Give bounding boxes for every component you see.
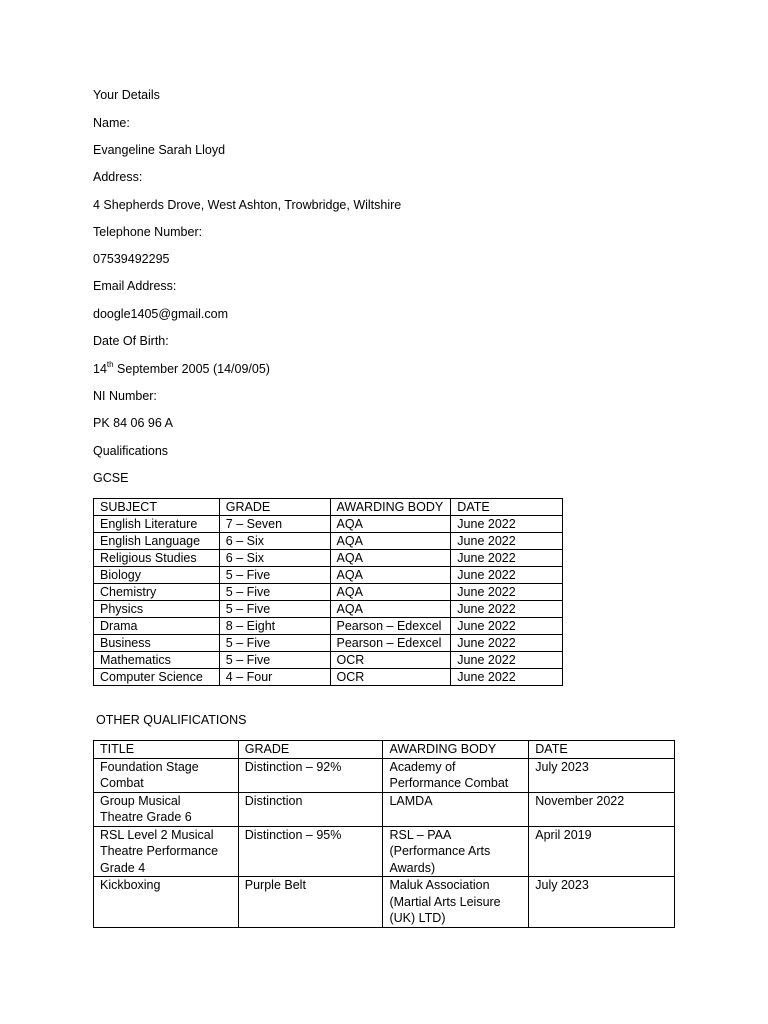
other-qualification-row [94, 758, 675, 792]
gcse-cell: Mathematics [94, 652, 220, 669]
other-qualification-row [94, 826, 675, 877]
gcse-cell: June 2022 [451, 550, 563, 567]
gcse-cell: Business [94, 635, 220, 652]
gcse-table [93, 498, 563, 686]
gcse-header-cell: SUBJECT [94, 499, 220, 516]
email-value: doogle1405@gmail.com [93, 307, 228, 321]
name-label: Name: [93, 116, 130, 130]
other-qualification-header-row [94, 741, 675, 759]
other-qualification-cell: Academy of Performance Combat [383, 758, 529, 792]
dob-suffix: th [106, 359, 114, 369]
gcse-cell: AQA [330, 516, 451, 533]
your-details-heading: Your Details [93, 88, 160, 102]
other-qualification-cell: Maluk Association (Martial Arts Leisure (UK) LTD) [383, 877, 529, 928]
gcse-cell: Computer Science [94, 669, 220, 686]
gcse-cell: 6 – Six [219, 550, 330, 567]
dob-label: Date Of Birth: [93, 334, 169, 348]
gcse-heading: GCSE [93, 471, 129, 485]
dob-value [93, 359, 270, 377]
other-qualification-cell: April 2019 [529, 826, 675, 877]
gcse-row [94, 584, 563, 601]
gcse-row [94, 567, 563, 584]
gcse-cell: 8 – Eight [219, 618, 330, 635]
other-qualification-row [94, 877, 675, 928]
other-qualification-cell: July 2023 [529, 877, 675, 928]
gcse-header-cell: DATE [451, 499, 563, 516]
gcse-row [94, 652, 563, 669]
gcse-cell: Chemistry [94, 584, 220, 601]
gcse-cell: June 2022 [451, 601, 563, 618]
address-value: 4 Shepherds Drove, West Ashton, Trowbridge, Wiltshire [93, 198, 402, 212]
gcse-cell: June 2022 [451, 584, 563, 601]
gcse-header-row [94, 499, 563, 516]
gcse-cell: 6 – Six [219, 533, 330, 550]
other-qualification-header-cell: DATE [529, 741, 675, 759]
gcse-cell: AQA [330, 550, 451, 567]
gcse-row [94, 618, 563, 635]
ni-value: PK 84 06 96 A [93, 416, 173, 430]
gcse-cell: June 2022 [451, 669, 563, 686]
gcse-cell: June 2022 [451, 533, 563, 550]
other-qualification-cell: July 2023 [529, 758, 675, 792]
ni-label: NI Number: [93, 389, 157, 403]
gcse-row [94, 601, 563, 618]
gcse-cell: Religious Studies [94, 550, 220, 567]
other-qualification-cell: LAMDA [383, 792, 529, 826]
other-qualification-cell: Distinction [238, 792, 383, 826]
gcse-cell: 4 – Four [219, 669, 330, 686]
other-qualification-cell: Distinction – 95% [238, 826, 383, 877]
gcse-row [94, 635, 563, 652]
other-qualification-row [94, 792, 675, 826]
gcse-cell: English Language [94, 533, 220, 550]
other-qualification-cell: Purple Belt [238, 877, 383, 928]
gcse-cell: 5 – Five [219, 567, 330, 584]
other-qualifications-heading: OTHER QUALIFICATIONS [96, 713, 247, 727]
other-qualification-cell: Kickboxing [94, 877, 239, 928]
gcse-cell: 5 – Five [219, 584, 330, 601]
gcse-cell: OCR [330, 652, 451, 669]
gcse-cell: 7 – Seven [219, 516, 330, 533]
gcse-row [94, 550, 563, 567]
gcse-cell: Physics [94, 601, 220, 618]
gcse-cell: Pearson – Edexcel [330, 618, 451, 635]
phone-label: Telephone Number: [93, 225, 203, 239]
other-qualification-cell: RSL – PAA (Performance Arts Awards) [383, 826, 529, 877]
other-qualification-header-cell: TITLE [94, 741, 239, 759]
gcse-cell: 5 – Five [219, 635, 330, 652]
gcse-cell: Pearson – Edexcel [330, 635, 451, 652]
other-qualification-header-cell: GRADE [238, 741, 383, 759]
gcse-cell: June 2022 [451, 618, 563, 635]
other-qualification-cell: Foundation Stage Combat [94, 758, 239, 792]
other-qualifications-table [93, 740, 675, 928]
phone-value: 07539492295 [93, 252, 170, 266]
gcse-row [94, 516, 563, 533]
other-qualification-cell: Distinction – 92% [238, 758, 383, 792]
gcse-cell: AQA [330, 584, 451, 601]
gcse-cell: Biology [94, 567, 220, 584]
gcse-cell: OCR [330, 669, 451, 686]
other-qualification-cell: Group Musical Theatre Grade 6 [94, 792, 239, 826]
email-label: Email Address: [93, 279, 177, 293]
gcse-cell: June 2022 [451, 516, 563, 533]
other-qualification-cell: November 2022 [529, 792, 675, 826]
gcse-cell: June 2022 [451, 635, 563, 652]
dob-day: 14 [93, 362, 107, 376]
gcse-header-cell: AWARDING BODY [330, 499, 451, 516]
gcse-row [94, 669, 563, 686]
other-qualification-header-cell: AWARDING BODY [383, 741, 529, 759]
gcse-cell: 5 – Five [219, 652, 330, 669]
gcse-row [94, 533, 563, 550]
gcse-cell: Drama [94, 618, 220, 635]
gcse-cell: 5 – Five [219, 601, 330, 618]
name-value: Evangeline Sarah Lloyd [93, 143, 226, 157]
gcse-cell: AQA [330, 533, 451, 550]
gcse-cell: AQA [330, 567, 451, 584]
gcse-cell: June 2022 [451, 567, 563, 584]
gcse-cell: English Literature [94, 516, 220, 533]
gcse-header-cell: GRADE [219, 499, 330, 516]
other-qualification-cell: RSL Level 2 Musical Theatre Performance Grade 4 [94, 826, 239, 877]
dob-rest: September 2005 (14/09/05) [113, 362, 270, 376]
gcse-cell: June 2022 [451, 652, 563, 669]
gcse-cell: AQA [330, 601, 451, 618]
address-label: Address: [93, 170, 143, 184]
qualifications-heading: Qualifications [93, 444, 169, 458]
